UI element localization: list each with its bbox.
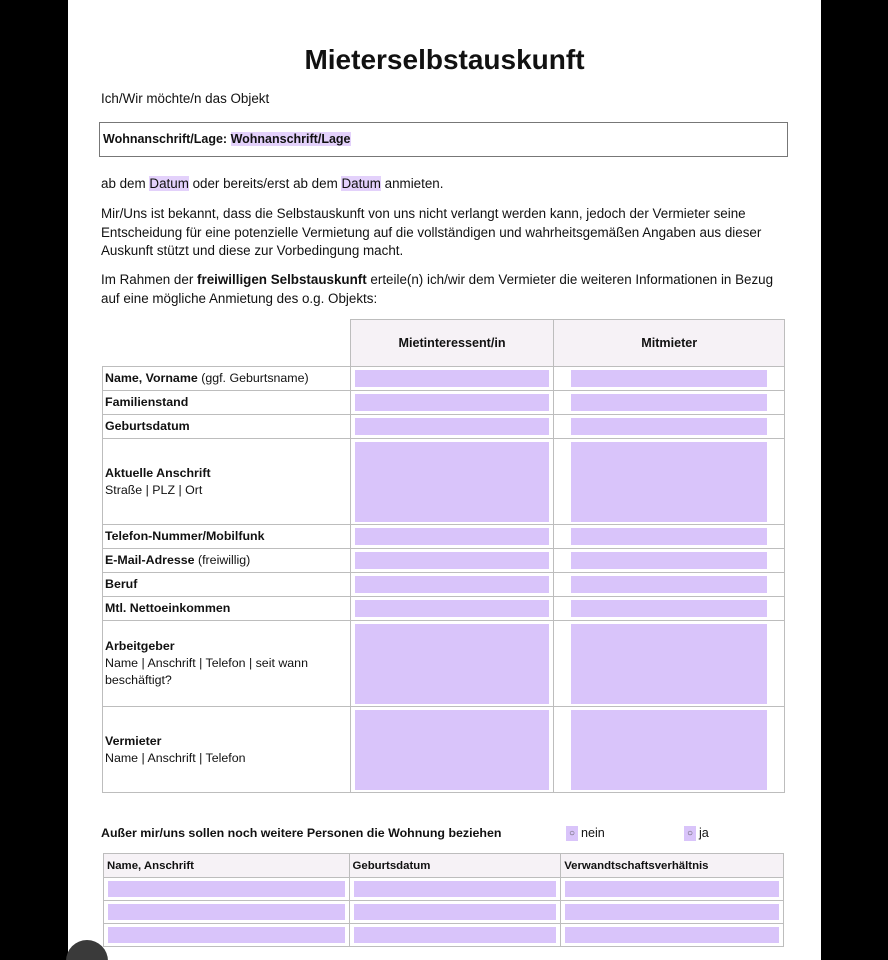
co-tenant-input-field[interactable] (571, 370, 767, 387)
main-tenant-input-field[interactable] (355, 552, 550, 569)
date-line-text-1: ab dem (101, 176, 146, 191)
main-tenant-input-field[interactable] (355, 442, 550, 522)
address-box (99, 122, 788, 157)
row-label-bold: Familienstand (105, 395, 189, 409)
row-label (103, 367, 351, 391)
cell-main-tenant (350, 549, 554, 573)
cell-main-tenant (350, 707, 554, 793)
option-no[interactable] (566, 826, 605, 841)
row-label-bold: Vermieter (105, 733, 162, 748)
row-label-sub: Straße | PLZ | Ort (105, 482, 203, 497)
persons-birthdate-field[interactable] (354, 927, 557, 943)
row-label (103, 525, 351, 549)
table-row (103, 391, 785, 415)
cell-co-tenant (554, 549, 785, 573)
cell-main-tenant (350, 391, 554, 415)
table-row (103, 525, 785, 549)
persons-name-address-field[interactable] (108, 904, 345, 920)
option-yes-label: ja (699, 826, 709, 840)
persons-relationship-field[interactable] (565, 881, 779, 897)
main-tenant-input-field[interactable] (355, 624, 550, 704)
persons-cell-birthdate (349, 901, 561, 924)
cell-co-tenant (554, 621, 785, 707)
cell-main-tenant (350, 367, 554, 391)
persons-table (103, 853, 784, 947)
row-label-bold: Mtl. Nettoeinkommen (105, 601, 231, 615)
header-relationship: Verwandtschaftsverhältnis (561, 854, 784, 878)
persons-row (104, 878, 784, 901)
cell-main-tenant (350, 439, 554, 525)
header-co-tenant: Mitmieter (554, 320, 785, 367)
row-label (103, 621, 351, 707)
info-paragraph (101, 271, 791, 308)
disclaimer-paragraph: Mir/Uns ist bekannt, dass die Selbstauskunft von uns nicht verlangt werden kann, jedoch der Vermieter seine Entscheidung für eine potenzielle Vermietung auf die vollständigen und wahrheitsgemäßen Angaben aus dieser Auskunft stützt und diese zur Vorbedingung macht. (101, 206, 762, 258)
co-tenant-input-field[interactable] (571, 576, 767, 593)
cell-co-tenant (554, 525, 785, 549)
table-row (103, 573, 785, 597)
intro-text: Ich/Wir möchte/n das Objekt (101, 91, 270, 106)
main-tenant-input-field[interactable] (355, 576, 550, 593)
main-tenant-input-field[interactable] (355, 528, 550, 545)
date-line-text-3: anmieten. (384, 176, 444, 191)
cell-co-tenant (554, 573, 785, 597)
alt-date-field[interactable]: Datum (341, 176, 381, 191)
persons-row (104, 901, 784, 924)
cell-main-tenant (350, 415, 554, 439)
cell-co-tenant (554, 391, 785, 415)
start-date-field[interactable]: Datum (149, 176, 189, 191)
address-label: Wohnanschrift/Lage: (103, 132, 228, 146)
row-label-sub: Name | Anschrift | Telefon | seit wann beschäftigt? (105, 656, 308, 687)
row-label (103, 391, 351, 415)
row-label-note: (freiwillig) (197, 553, 251, 567)
radio-no-icon[interactable]: ○ (566, 826, 578, 841)
row-label (103, 549, 351, 573)
co-tenant-input-field[interactable] (571, 418, 767, 435)
row-label-bold: Beruf (105, 577, 138, 591)
main-tenant-input-field[interactable] (355, 418, 550, 435)
cell-main-tenant (350, 573, 554, 597)
row-label-bold: Arbeitgeber (105, 639, 175, 653)
row-label-bold: E-Mail-Adresse (105, 553, 195, 567)
table-row (103, 597, 785, 621)
row-label (103, 707, 351, 793)
persons-relationship-field[interactable] (565, 927, 779, 943)
option-no-label: nein (581, 826, 605, 840)
table-row (103, 367, 785, 391)
table-row (103, 621, 785, 707)
persons-cell-name-address (104, 924, 350, 947)
persons-cell-relationship (561, 901, 784, 924)
row-label-bold: Geburtsdatum (105, 419, 190, 433)
cell-co-tenant (554, 439, 785, 525)
info-text-2: erteile(n) ich/wir dem Vermieter die weiteren Informationen in Bezug auf eine mögliche Anmietung des o.g. Objekts: (101, 272, 774, 306)
persons-question: Außer mir/uns sollen noch weitere Personen die Wohnung beziehen (101, 826, 502, 840)
persons-cell-relationship (561, 878, 784, 901)
tenant-info-table (102, 319, 785, 793)
row-label-bold: Telefon-Nummer/Mobilfunk (105, 529, 265, 543)
row-label-note: (ggf. Geburtsname) (201, 371, 309, 385)
header-name-address: Name, Anschrift (104, 854, 350, 878)
main-tenant-input-field[interactable] (355, 370, 550, 387)
row-label-bold: Aktuelle Anschrift (105, 465, 211, 480)
cell-main-tenant (350, 597, 554, 621)
table-row (103, 549, 785, 573)
date-line (101, 175, 443, 194)
persons-cell-relationship (561, 924, 784, 947)
option-yes[interactable] (684, 826, 709, 841)
co-tenant-input-field[interactable] (571, 552, 767, 569)
persons-cell-name-address (104, 878, 350, 901)
page-title: Mieterselbstauskunft (304, 44, 585, 75)
persons-name-address-field[interactable] (108, 927, 345, 943)
row-label (103, 439, 351, 525)
info-text-1: Im Rahmen der (101, 272, 194, 287)
persons-cell-name-address (104, 901, 350, 924)
cell-main-tenant (350, 621, 554, 707)
co-tenant-input-field[interactable] (571, 600, 767, 617)
cell-co-tenant (554, 367, 785, 391)
table-row (103, 707, 785, 793)
persons-row (104, 924, 784, 947)
info-text-bold: freiwilligen Selbstauskunft (197, 272, 367, 287)
co-tenant-input-field[interactable] (571, 528, 767, 545)
radio-yes-icon[interactable]: ○ (684, 826, 696, 841)
row-label (103, 597, 351, 621)
persons-name-address-field[interactable] (108, 881, 345, 897)
document-page (68, 0, 821, 960)
main-tenant-input-field[interactable] (355, 600, 550, 617)
co-tenant-input-field[interactable] (571, 710, 767, 790)
row-label (103, 573, 351, 597)
co-tenant-input-field[interactable] (571, 442, 767, 522)
persons-birthdate-field[interactable] (354, 881, 557, 897)
co-tenant-input-field[interactable] (571, 394, 767, 411)
table-row (103, 415, 785, 439)
address-field[interactable]: Wohnanschrift/Lage (230, 132, 351, 146)
header-main-tenant: Mietinteressent/in (350, 320, 554, 367)
persons-birthdate-field[interactable] (354, 904, 557, 920)
table-corner (103, 320, 351, 367)
main-tenant-input-field[interactable] (355, 710, 550, 790)
persons-relationship-field[interactable] (565, 904, 779, 920)
main-tenant-input-field[interactable] (355, 394, 550, 411)
row-label-sub: Name | Anschrift | Telefon (105, 750, 246, 765)
persons-cell-birthdate (349, 924, 561, 947)
persons-cell-birthdate (349, 878, 561, 901)
header-birthdate: Geburtsdatum (349, 854, 561, 878)
cell-co-tenant (554, 415, 785, 439)
cell-co-tenant (554, 597, 785, 621)
row-label-bold: Name, Vorname (105, 371, 198, 385)
row-label (103, 415, 351, 439)
table-row (103, 439, 785, 525)
date-line-text-2: oder bereits/erst ab dem (192, 176, 338, 191)
co-tenant-input-field[interactable] (571, 624, 767, 704)
cell-co-tenant (554, 707, 785, 793)
cell-main-tenant (350, 525, 554, 549)
